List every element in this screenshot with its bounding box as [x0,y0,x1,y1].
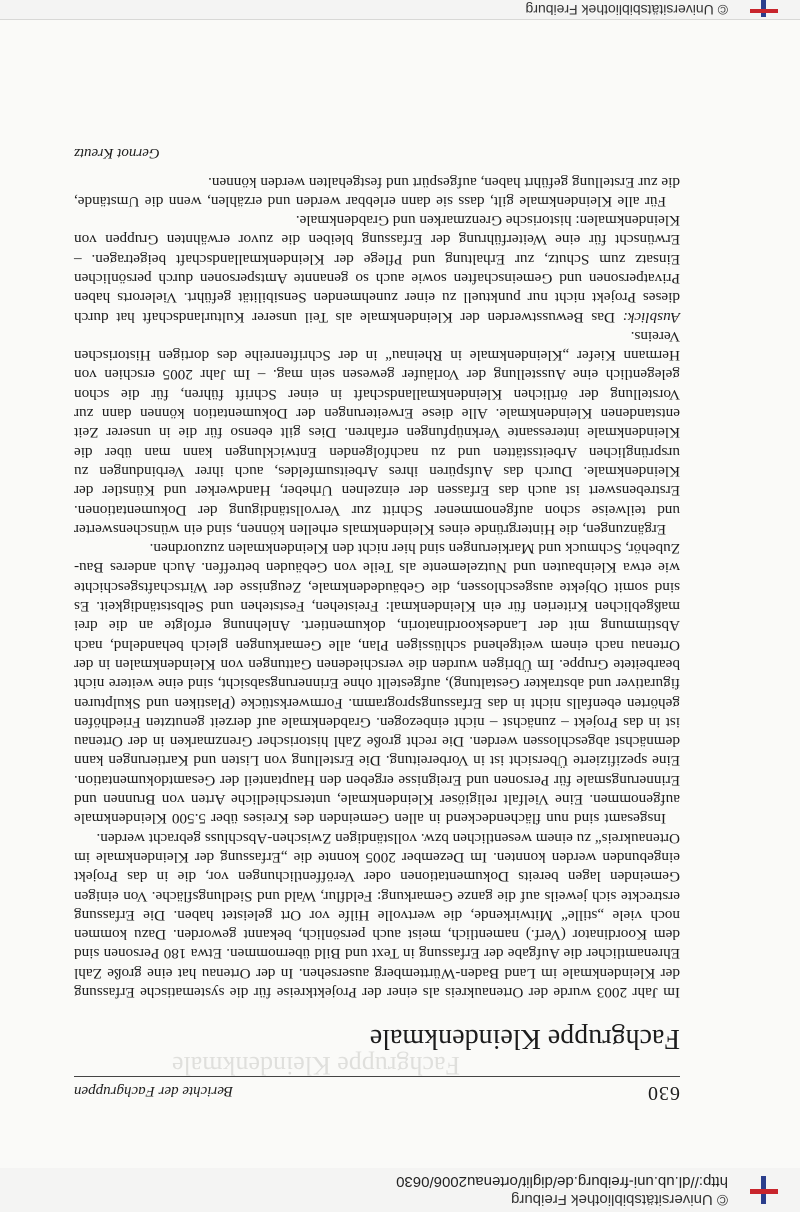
paragraph: Für alle Kleindenkmale gilt, dass sie dann erlebbar werden und erzählen, wenn die Umstände, die zur Erstellung geführt haben, aufgespürt und festgehalten werden können. [74,173,680,210]
viewer-bottom-bar [0,0,800,20]
outlook-label: Ausblick: [622,308,680,326]
article-body [74,143,680,1002]
outlook-text: Das Bewusstwerden der Kleindenkmale als Teil unserer Kulturlandschaft hat durch dieses Projekt nicht nur punktuell zu einer zunehmenden Sensibilität geführt. Vielerorts haben Privatpersonen und Gemeinschaften sowie auch so genannte Amtspersonen durch persönlichen Einsatz zum Schutz, zur Erhaltung und Pflege der Kleindenkmallandschaft beigetragen. – Erwünscht für eine Weiterführung der Erfassung bleiben die zuvor erwähnten Gruppen von Kleindenkmalen: historische Grenzmarken und Grabdenkmale. [73,212,680,326]
paragraph: Insgesamt sind nun flächendeckend in allen Gemeinden des Kreises über 5.500 Kleindenkmale aufgenommen. Eine Vielfalt religiöser Kleindenkmale, unterschiedliche Arten von Brunnen und Erinnerungsmale für Personen und Ereignisse ergeben den Hauptanteil der Gesamtdokumentation. Eine spezifizierte Übersicht ist in Vorbereitung. Die Erstellung von Listen und Kartierungen kann demnächst abgeschlossen werden. Die recht große Zahl historischer Grenzmarken in der Ortenau ist in das Projekt – zunächst – nicht einbezogen. Grabdenkmale auf derzeit genutzten Friedhöfen gehörten ebenfalls nicht in das Erfassungsprogramm. Formwerkstücke (Plastiken und Skulpturen figurativer und abstrakter Gestaltung), aufgestellt ohne Erinnerungsabsicht, sind eine weitere nicht bearbeitete Gruppe. Im Übrigen wurden die verschiedenen Gattungen von Kleindenkmalen in der Ortenau nach einem weitgehend schlüssigen Plan, alle Gemarkungen gleich behandelnd, nach Abstimmung mit der Landeskoordinatorin, dokumentiert. Anlehnung erfolgte an die drei maßgeblichen Kriterien für ein Kleindenkmal: Freistehen, Feststehen und Selbstständigkeit. Es sind somit Objekte ausgeschlossen, die Gebäudedenkmale, Zeugnisse der Wirtschaftsgeschichte wie etwa Kleinbauten und Nutzelemente als Teile von Gebäuden betreffen. Auch anderes Bau-Zubehör, Schmuck und Markierungen sind hier nicht den Kleindenkmalen zuzuordnen. [74,540,680,828]
library-logo-icon [750,1176,778,1204]
running-head [74,1076,680,1104]
paragraph: Ergänzungen, die Hintergründe eines Kleindenkmals erhellen können, sind ein wünschenswerter und teilweise schon aufgenommener Schritt zur Vervollständigung der Dokumentationen. Erstrebenswert ist auch das Erfassen der einzelnen Urheber, Handwerker und Künstler der Kleindenkmale. Durch das Aufspüren ihres Arbeitsumfeldes, auch ihrer Verbindungen zu ursprünglichen Arbeitsstätten und zu nachfolgenden Entwicklungen kann man über die Kleindenkmale interessante Verknüpfungen erfahren. Dies gilt ebenso für die in unserer Zeit entstandenen Kleindenkmale. Alle diese Erweiterungen der Dokumentation können dann zur Vorstellung der örtlichen Kleindenkmallandschaft in einer Schrift führen, für die schon gelegentlich eine Ausstellung der Vorläufer gewesen sein mag. – Im Jahr 2005 erschien von Hermann Kiefer „Kleindenkmale in Rheinau“ in der Schriftenreihe des dortigen Historischen Vereins. [74,327,680,538]
outlook-paragraph [74,211,680,327]
copyright-notice-bottom: © Universitätsbibliothek Freiburg [525,2,728,18]
viewer-top-bar [0,1167,800,1212]
scanned-page [0,20,800,1168]
paragraph: Im Jahr 2003 wurde der Ortenaukreis als einer der Projektkreise für die systematische Erfassung der Kleindenkmale im Land Baden-Württemberg ausersehen. In der Ortenau hat eine große Zahl Ehrenamtlicher die Aufgabe der Erfassung in Text und Bild übernommen. Etwa 180 Personen sind dem Koordinator (Verf.) namentlich, meist auch persönlich, bekannt geworden. Dazu kommen noch viele „stille“ Mitwirkende, die wertvolle Hilfe vor Ort geleistet haben. Die Erfassung erstreckte sich jeweils auf die ganze Gemarkung: Feldflur, Wald und Siedlungsfläche. Von einigen Gemeinden lagen bereits Dokumentationen oder Veröffentlichungen vor, die in das Projekt eingebunden werden konnten. Im Dezember 2005 konnte die „Erfassung der Kleindenkmale im Ortenaukreis“ zu einem wesentlichen bzw. vollständigen Zwischen-Abschluss gebracht werden. [74,829,680,1001]
page-content [74,143,680,1104]
library-logo-icon [750,0,778,17]
running-title: Berichte der Fachgruppen [74,1083,234,1099]
bleed-through-heading: Fachgruppe Kleindenkmale [171,1051,460,1080]
section-heading: Fachgruppe Kleindenkmale [369,1023,680,1054]
page-number: 630 [647,1082,680,1104]
author-signature: Gernot Kreutz [74,145,160,162]
page-url-link[interactable]: http://dl.ub.uni-freiburg.de/diglit/ortenau2006/0630 [396,1173,728,1190]
copyright-notice: © Universitätsbibliothek Freiburg [511,1191,728,1208]
